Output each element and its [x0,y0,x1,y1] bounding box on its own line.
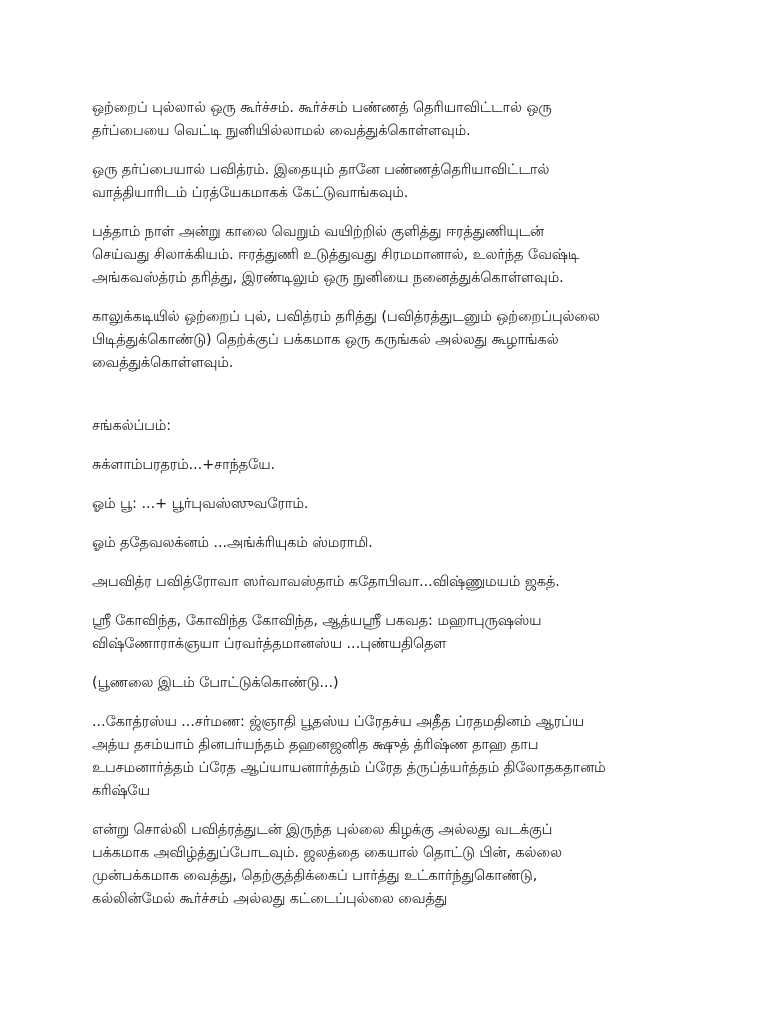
mantra-govinda [92,610,692,656]
text-line: பிடித்துக்கொண்டு) தெற்க்குப் பக்கமாக ஒரு கருங்கல் அல்லது கூழாங்கல் [92,332,559,348]
text-line: உபசமனார்த்தம் ப்ரேத ஆப்யாயனார்த்தம் ப்ரேத த்ருப்த்யர்த்தம் திலோதகதானம் [92,760,606,776]
text-line: சங்கல்ப்பம்: [92,418,172,434]
paragraph-kurcham [92,97,692,143]
paragraph-final-instructions [92,819,692,911]
text-line: அங்கவஸ்த்ரம் தரித்து, இரண்டிலும் ஒரு நுனியை நனைத்துக்கொள்ளவும். [92,270,564,286]
text-line: கரிஷ்யே [92,783,150,799]
text-line: ஒரு தர்ப்பையால் பவித்ரம். இதையும் தானே பண்ணத்தெரியாவிட்டால் [92,162,550,178]
text-line: ஓம் பூ: ...+ பூர்புவஸ்ஸுவரோம். [92,496,309,512]
text-line: சுக்ளாம்பரதரம்...+சாந்தயே. [92,457,276,473]
mantra-apavitra [92,571,692,594]
document-page [92,97,692,927]
text-line: என்று சொல்லி பவித்ரத்துடன் இருந்த புல்லை கிழக்கு அல்லது வடக்குப் [92,822,553,838]
text-line: ...கோத்ரஸ்ய ...சர்மண: ஜ்ஞாதி பூதஸ்ய ப்ரேதச்ய அதீத ப்ரதமதினம் ஆரப்ய [92,714,585,730]
text-line: அபவித்ர பவித்ரோவா ஸர்வாவஸ்தாம் கதோபிவா...விஷ்ணுமயம் ஜகத். [92,574,560,590]
text-line: வாத்தியாரிடம் ப்ரத்யேகமாகக் கேட்டுவாங்கவும். [92,185,409,201]
text-line: முன்பக்கமாக வைத்து, தெற்குத்திக்கைப் பார்த்து உட்கார்ந்துகொண்டு, [92,868,538,884]
text-line: ஓம் ததேவலக்னம் ...அங்க்ரியுகம் ஸ்மராமி. [92,535,373,551]
instruction-poonal [92,672,692,695]
text-line: கல்லின்மேல் கூர்ச்சம் அல்லது கட்டைப்புல்லை வைத்து [92,891,448,907]
text-line: பக்கமாக அவிழ்த்துப்போடவும். ஜலத்தை கையால் தொட்டு பின், கல்லை [92,845,562,861]
text-line: ஸ்ரீ கோவிந்த, கோவிந்த கோவிந்த, ஆத்யஸ்ரீ பகவத: மஹாபுருஷஸ்ய [92,613,542,629]
paragraph-stone-placement [92,306,692,375]
mantra-tadeva-lagnam [92,532,692,555]
text-line: ஒற்றைப் புல்லால் ஒரு கூர்ச்சம். கூர்ச்சம் பண்ணத் தெரியாவிட்டால் ஒரு [92,100,552,116]
mantra-om-bhu [92,493,692,516]
text-line: தர்ப்பையை வெட்டி நுனியில்லாமல் வைத்துக்கொள்ளவும். [92,123,471,139]
text-line: செய்வது சிலாக்கியம். ஈரத்துணி உடுத்துவது சிரமமானால், உலர்ந்த வேஷ்டி [92,247,580,263]
text-line: பத்தாம் நாள் அன்று காலை வெறும் வயிற்றில் குளித்து ஈரத்துணியுடன் [92,224,544,240]
mantra-shuklambaram [92,454,692,477]
text-line: காலுக்கடியில் ஒற்றைப் புல், பவித்ரம் தரித்து (பவித்ரத்துடனும் ஒற்றைப்புல்லை [92,309,600,325]
section-heading-sankalpam [92,415,692,438]
text-line: வைத்துக்கொள்ளவும். [92,355,234,371]
text-line: விஷ்ணோராக்ஞயா ப்ரவர்த்தமானஸ்ய ...புண்யதிதௌ [92,636,447,652]
paragraph-tenth-day-bath [92,221,692,290]
mantra-gotrasya [92,711,692,803]
text-line: (பூணலை இடம் போட்டுக்கொண்டு...) [92,675,339,691]
text-line: அத்ய தசம்யாம் தினபர்யந்தம் தஹனஜனித க்ஷுத் த்ரிஷ்ண தாஹ தாப [92,737,539,753]
paragraph-pavithram [92,159,692,205]
